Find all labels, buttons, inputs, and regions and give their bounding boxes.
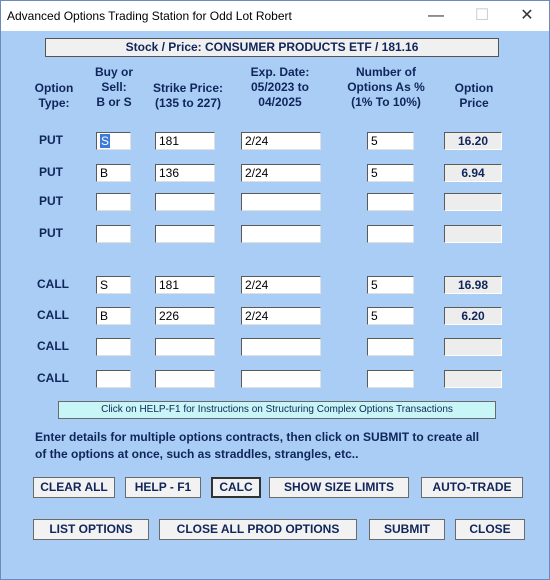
option-price-field: 16.20 [444, 132, 502, 150]
row-type-label: PUT [39, 194, 63, 208]
strike-price-input[interactable] [155, 338, 215, 356]
header-option-type [29, 81, 79, 111]
option-price-field [444, 370, 502, 388]
instructions-line1: Enter details for multiple options contracts, then click on SUBMIT to create all [35, 430, 480, 444]
row-type-label: PUT [39, 226, 63, 240]
header-buy-sell-line3: B or S [96, 95, 132, 109]
header-price-line1: Option [454, 81, 494, 95]
number-percent-input[interactable] [367, 370, 414, 388]
minimize-icon[interactable]: — [428, 7, 444, 24]
option-price-field: 16.98 [444, 276, 502, 294]
auto-trade-button[interactable]: AUTO-TRADE [421, 477, 523, 498]
instructions-text [35, 429, 535, 463]
header-exp-line3: 04/2025 [258, 95, 302, 109]
buy-sell-value: S [101, 134, 110, 148]
header-exp-date [237, 65, 323, 110]
option-price-field [444, 225, 502, 243]
window-title: Advanced Options Trading Station for Odd Lot Robert [7, 9, 292, 23]
title-bar [1, 1, 549, 31]
buy-sell-input[interactable] [96, 225, 131, 243]
strike-price-input[interactable]: 181 [155, 276, 215, 294]
buy-sell-input[interactable]: S [96, 276, 131, 294]
header-num-line3: (1% To 10%) [351, 95, 421, 109]
stock-price-banner: Stock / Price: CONSUMER PRODUCTS ETF / 181.16 [45, 38, 499, 57]
header-strike-price [147, 81, 229, 111]
close-icon[interactable]: ✕ [520, 7, 534, 24]
header-num-line1: Number of [356, 65, 416, 79]
header-exp-line2: 05/2023 to [250, 80, 310, 94]
exp-date-input[interactable]: 2/24 [241, 132, 321, 150]
exp-date-input[interactable] [241, 370, 321, 388]
strike-price-input[interactable]: 181 [155, 132, 215, 150]
header-option-type-line2: Type: [38, 96, 70, 110]
buy-sell-input[interactable]: B [96, 307, 131, 325]
option-price-field: 6.20 [444, 307, 502, 325]
row-type-label: PUT [39, 165, 63, 179]
help-instructions-bar[interactable]: Click on HELP-F1 for Instructions on Structuring Complex Options Transactions [58, 401, 496, 419]
buy-sell-input[interactable]: B [96, 164, 131, 182]
exp-date-input[interactable]: 2/24 [241, 307, 321, 325]
clear-all-button[interactable]: CLEAR ALL [33, 477, 115, 498]
strike-price-input[interactable]: 136 [155, 164, 215, 182]
header-exp-line1: Exp. Date: [250, 65, 310, 79]
option-price-field [444, 338, 502, 356]
number-percent-input[interactable]: 5 [367, 276, 414, 294]
header-price-line2: Price [459, 96, 489, 110]
buy-sell-input[interactable] [96, 132, 131, 150]
show-size-limits-button[interactable]: SHOW SIZE LIMITS [269, 477, 409, 498]
number-percent-input[interactable] [367, 193, 414, 211]
row-type-label: PUT [39, 133, 63, 147]
header-buy-sell-line1: Buy or [94, 65, 133, 79]
row-type-label: CALL [37, 371, 69, 385]
instructions-line2: of the options at once, such as straddles, strangles, etc.. [35, 447, 359, 461]
header-strike-line2: (135 to 227) [154, 96, 222, 110]
header-buy-sell [89, 65, 139, 110]
row-type-label: CALL [37, 339, 69, 353]
calc-button[interactable]: CALC [211, 477, 261, 498]
row-type-label: CALL [37, 308, 69, 322]
number-percent-input[interactable]: 5 [367, 164, 414, 182]
strike-price-input[interactable] [155, 193, 215, 211]
number-percent-input[interactable]: 5 [367, 307, 414, 325]
close-button[interactable]: CLOSE [455, 519, 525, 540]
maximize-icon: ☐ [474, 7, 490, 24]
strike-price-input[interactable] [155, 370, 215, 388]
number-percent-input[interactable] [367, 225, 414, 243]
header-num-line2: Options As % [347, 80, 425, 94]
exp-date-input[interactable] [241, 338, 321, 356]
number-percent-input[interactable]: 5 [367, 132, 414, 150]
number-percent-input[interactable] [367, 338, 414, 356]
header-option-type-line1: Option [34, 81, 74, 95]
submit-button[interactable]: SUBMIT [369, 519, 445, 540]
buy-sell-input[interactable] [96, 193, 131, 211]
strike-price-input[interactable]: 226 [155, 307, 215, 325]
exp-date-input[interactable]: 2/24 [241, 276, 321, 294]
exp-date-input[interactable] [241, 225, 321, 243]
buy-sell-input[interactable] [96, 338, 131, 356]
option-price-field [444, 193, 502, 211]
close-all-prod-options-button[interactable]: CLOSE ALL PROD OPTIONS [159, 519, 357, 540]
header-number-of-options [337, 65, 435, 110]
header-strike-line1: Strike Price: [152, 81, 224, 95]
list-options-button[interactable]: LIST OPTIONS [33, 519, 149, 540]
exp-date-input[interactable]: 2/24 [241, 164, 321, 182]
header-buy-sell-line2: Sell: [101, 80, 127, 94]
exp-date-input[interactable] [241, 193, 321, 211]
option-price-field: 6.94 [444, 164, 502, 182]
header-option-price [445, 81, 503, 111]
row-type-label: CALL [37, 277, 69, 291]
strike-price-input[interactable] [155, 225, 215, 243]
help-button[interactable]: HELP - F1 [125, 477, 201, 498]
buy-sell-input[interactable] [96, 370, 131, 388]
